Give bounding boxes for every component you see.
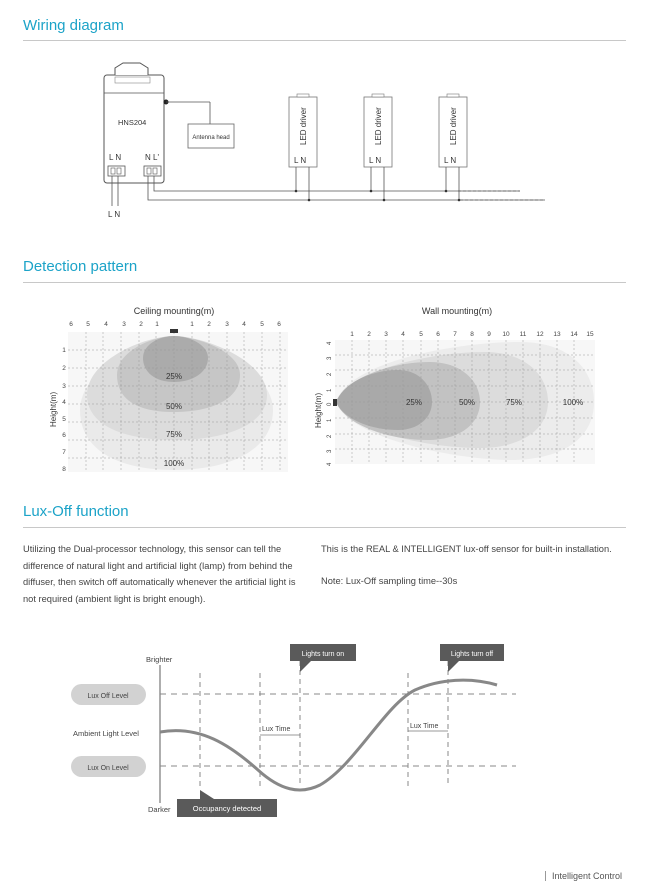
wall-y-tick: 2 — [327, 434, 333, 438]
device-label: HNS204 — [118, 118, 147, 127]
wall-x-tick: 13 — [553, 331, 561, 338]
wall-x-tick: 8 — [470, 331, 474, 338]
ceiling-x-tick: 4 — [242, 321, 246, 328]
ambient-light-label: Ambient Light Level — [73, 729, 139, 738]
section-divider — [23, 40, 626, 41]
wall-x-ticks — [350, 331, 594, 338]
ceiling-zone-label: 50% — [165, 402, 183, 411]
lights-turn-off-callout — [440, 644, 504, 672]
wall-y-tick: 1 — [327, 388, 333, 392]
occupancy-detected-label: Occupancy detected — [192, 804, 262, 813]
wall-x-tick: 15 — [586, 331, 594, 338]
luxoff-note: Note: Lux-Off sampling time--30s — [321, 576, 458, 586]
wall-y-tick: 4 — [327, 462, 333, 466]
led-driver-2-label: LED driver — [374, 107, 383, 145]
mains-label: L N — [108, 210, 121, 219]
wall-y-ticks — [327, 341, 333, 466]
wall-x-tick: 3 — [384, 331, 388, 338]
ceiling-x-tick: 2 — [139, 321, 143, 328]
wall-x-tick: 9 — [487, 331, 491, 338]
ceiling-zone-label: 25% — [165, 372, 183, 381]
wall-x-tick: 10 — [502, 331, 510, 338]
ceiling-x-tick: 3 — [225, 321, 229, 328]
lux-off-diagram — [0, 635, 650, 825]
wall-zone-label: 100% — [562, 398, 584, 407]
wall-y-tick: 4 — [327, 341, 333, 345]
wall-x-tick: 5 — [419, 331, 423, 338]
ceiling-y-ticks — [62, 347, 66, 473]
lights-turn-off-label: Lights turn off — [450, 651, 494, 658]
wiring-diagram — [0, 45, 650, 235]
wall-y-tick: 3 — [327, 356, 333, 360]
wall-x-tick: 6 — [436, 331, 440, 338]
ceiling-x-tick: 2 — [207, 321, 211, 328]
wall-y-tick: 3 — [327, 449, 333, 453]
led-driver-3-terminals: L N — [444, 156, 457, 165]
ceiling-y-tick: 3 — [62, 383, 66, 390]
ceiling-y-tick: 2 — [62, 365, 66, 372]
ceiling-x-ticks — [69, 321, 281, 328]
wall-x-tick: 11 — [519, 331, 527, 338]
ceiling-x-tick: 5 — [260, 321, 264, 328]
section-title-detection: Detection pattern — [23, 258, 138, 275]
wall-y-tick: 0 — [327, 402, 333, 406]
led-driver-3-label: LED driver — [449, 107, 458, 145]
ceiling-y-tick: 6 — [62, 432, 66, 439]
section-title-wiring: Wiring diagram — [23, 17, 124, 34]
ceiling-zone-label: 75% — [165, 430, 183, 439]
led-driver-2-terminals: L N — [369, 156, 382, 165]
wall-mounting-chart — [310, 300, 605, 470]
ceiling-sensor-marker — [170, 329, 178, 333]
wall-x-tick: 2 — [367, 331, 371, 338]
led-driver-1-terminals: L N — [294, 156, 307, 165]
brighter-label: Brighter — [146, 655, 173, 664]
ceiling-x-tick: 1 — [190, 321, 194, 328]
led-driver-1-label: LED driver — [299, 107, 308, 145]
lux-time-label-1: Lux Time — [262, 726, 291, 733]
darker-label: Darker — [148, 805, 171, 814]
ceiling-mounting-chart — [45, 300, 295, 480]
ceiling-x-tick: 3 — [122, 321, 126, 328]
lux-off-level-label: Lux Off Level — [87, 693, 129, 700]
wall-y-axis-label: Height(m) — [314, 392, 323, 428]
ceiling-x-tick: 6 — [277, 321, 281, 328]
ceiling-x-tick: 5 — [86, 321, 90, 328]
footer-brand: Intelligent Control — [545, 871, 622, 881]
ceiling-y-tick: 7 — [62, 449, 66, 456]
lux-on-level-label: Lux On Level — [87, 765, 129, 772]
lights-turn-on-label: Lights turn on — [301, 651, 345, 658]
wall-sensor-marker — [333, 399, 337, 406]
ceiling-x-tick: 4 — [104, 321, 108, 328]
luxoff-description: Utilizing the Dual-processor technology, this sensor can tell the difference of natural light and artificial light (lamp) from behind the diffuser, then switch off automatically whenever the artificial light is not required (ambient light is bright enough). — [23, 544, 296, 604]
ambient-light-curve — [160, 680, 497, 790]
luxoff-feature-text: This is the REAL & INTELLIGENT lux-off sensor for built-in installation. — [321, 544, 612, 554]
device-terminal-left: L N — [109, 153, 122, 162]
wall-zone-label: 75% — [505, 398, 523, 407]
wall-x-tick: 4 — [401, 331, 405, 338]
section-divider — [23, 282, 626, 283]
section-divider — [23, 527, 626, 528]
ceiling-x-tick: 1 — [155, 321, 159, 328]
ceiling-zone-label: 100% — [163, 459, 185, 468]
wall-x-tick: 7 — [453, 331, 457, 338]
wall-y-tick: 1 — [327, 418, 333, 422]
lux-time-label-2: Lux Time — [410, 723, 439, 730]
wall-x-tick: 12 — [536, 331, 544, 338]
wall-x-tick: 14 — [570, 331, 578, 338]
wall-x-tick: 1 — [350, 331, 354, 338]
ceiling-y-axis-label: Height(m) — [49, 391, 58, 427]
ceiling-y-tick: 4 — [62, 399, 66, 406]
wall-chart-title: Wall mounting(m) — [421, 306, 493, 316]
wall-zone-label: 50% — [458, 398, 476, 407]
ceiling-chart-title: Ceiling mounting(m) — [133, 306, 215, 316]
antenna-label: Antenna head — [192, 135, 230, 141]
ceiling-y-tick: 5 — [62, 416, 66, 423]
ceiling-x-tick: 6 — [69, 321, 73, 328]
wall-y-tick: 2 — [327, 372, 333, 376]
lights-turn-on-callout — [290, 644, 356, 672]
ceiling-y-tick: 1 — [62, 347, 66, 354]
section-title-luxoff: Lux-Off function — [23, 503, 129, 520]
ceiling-y-tick: 8 — [62, 466, 66, 473]
device-terminal-right: N L' — [145, 153, 159, 162]
wall-zone-label: 25% — [405, 398, 423, 407]
